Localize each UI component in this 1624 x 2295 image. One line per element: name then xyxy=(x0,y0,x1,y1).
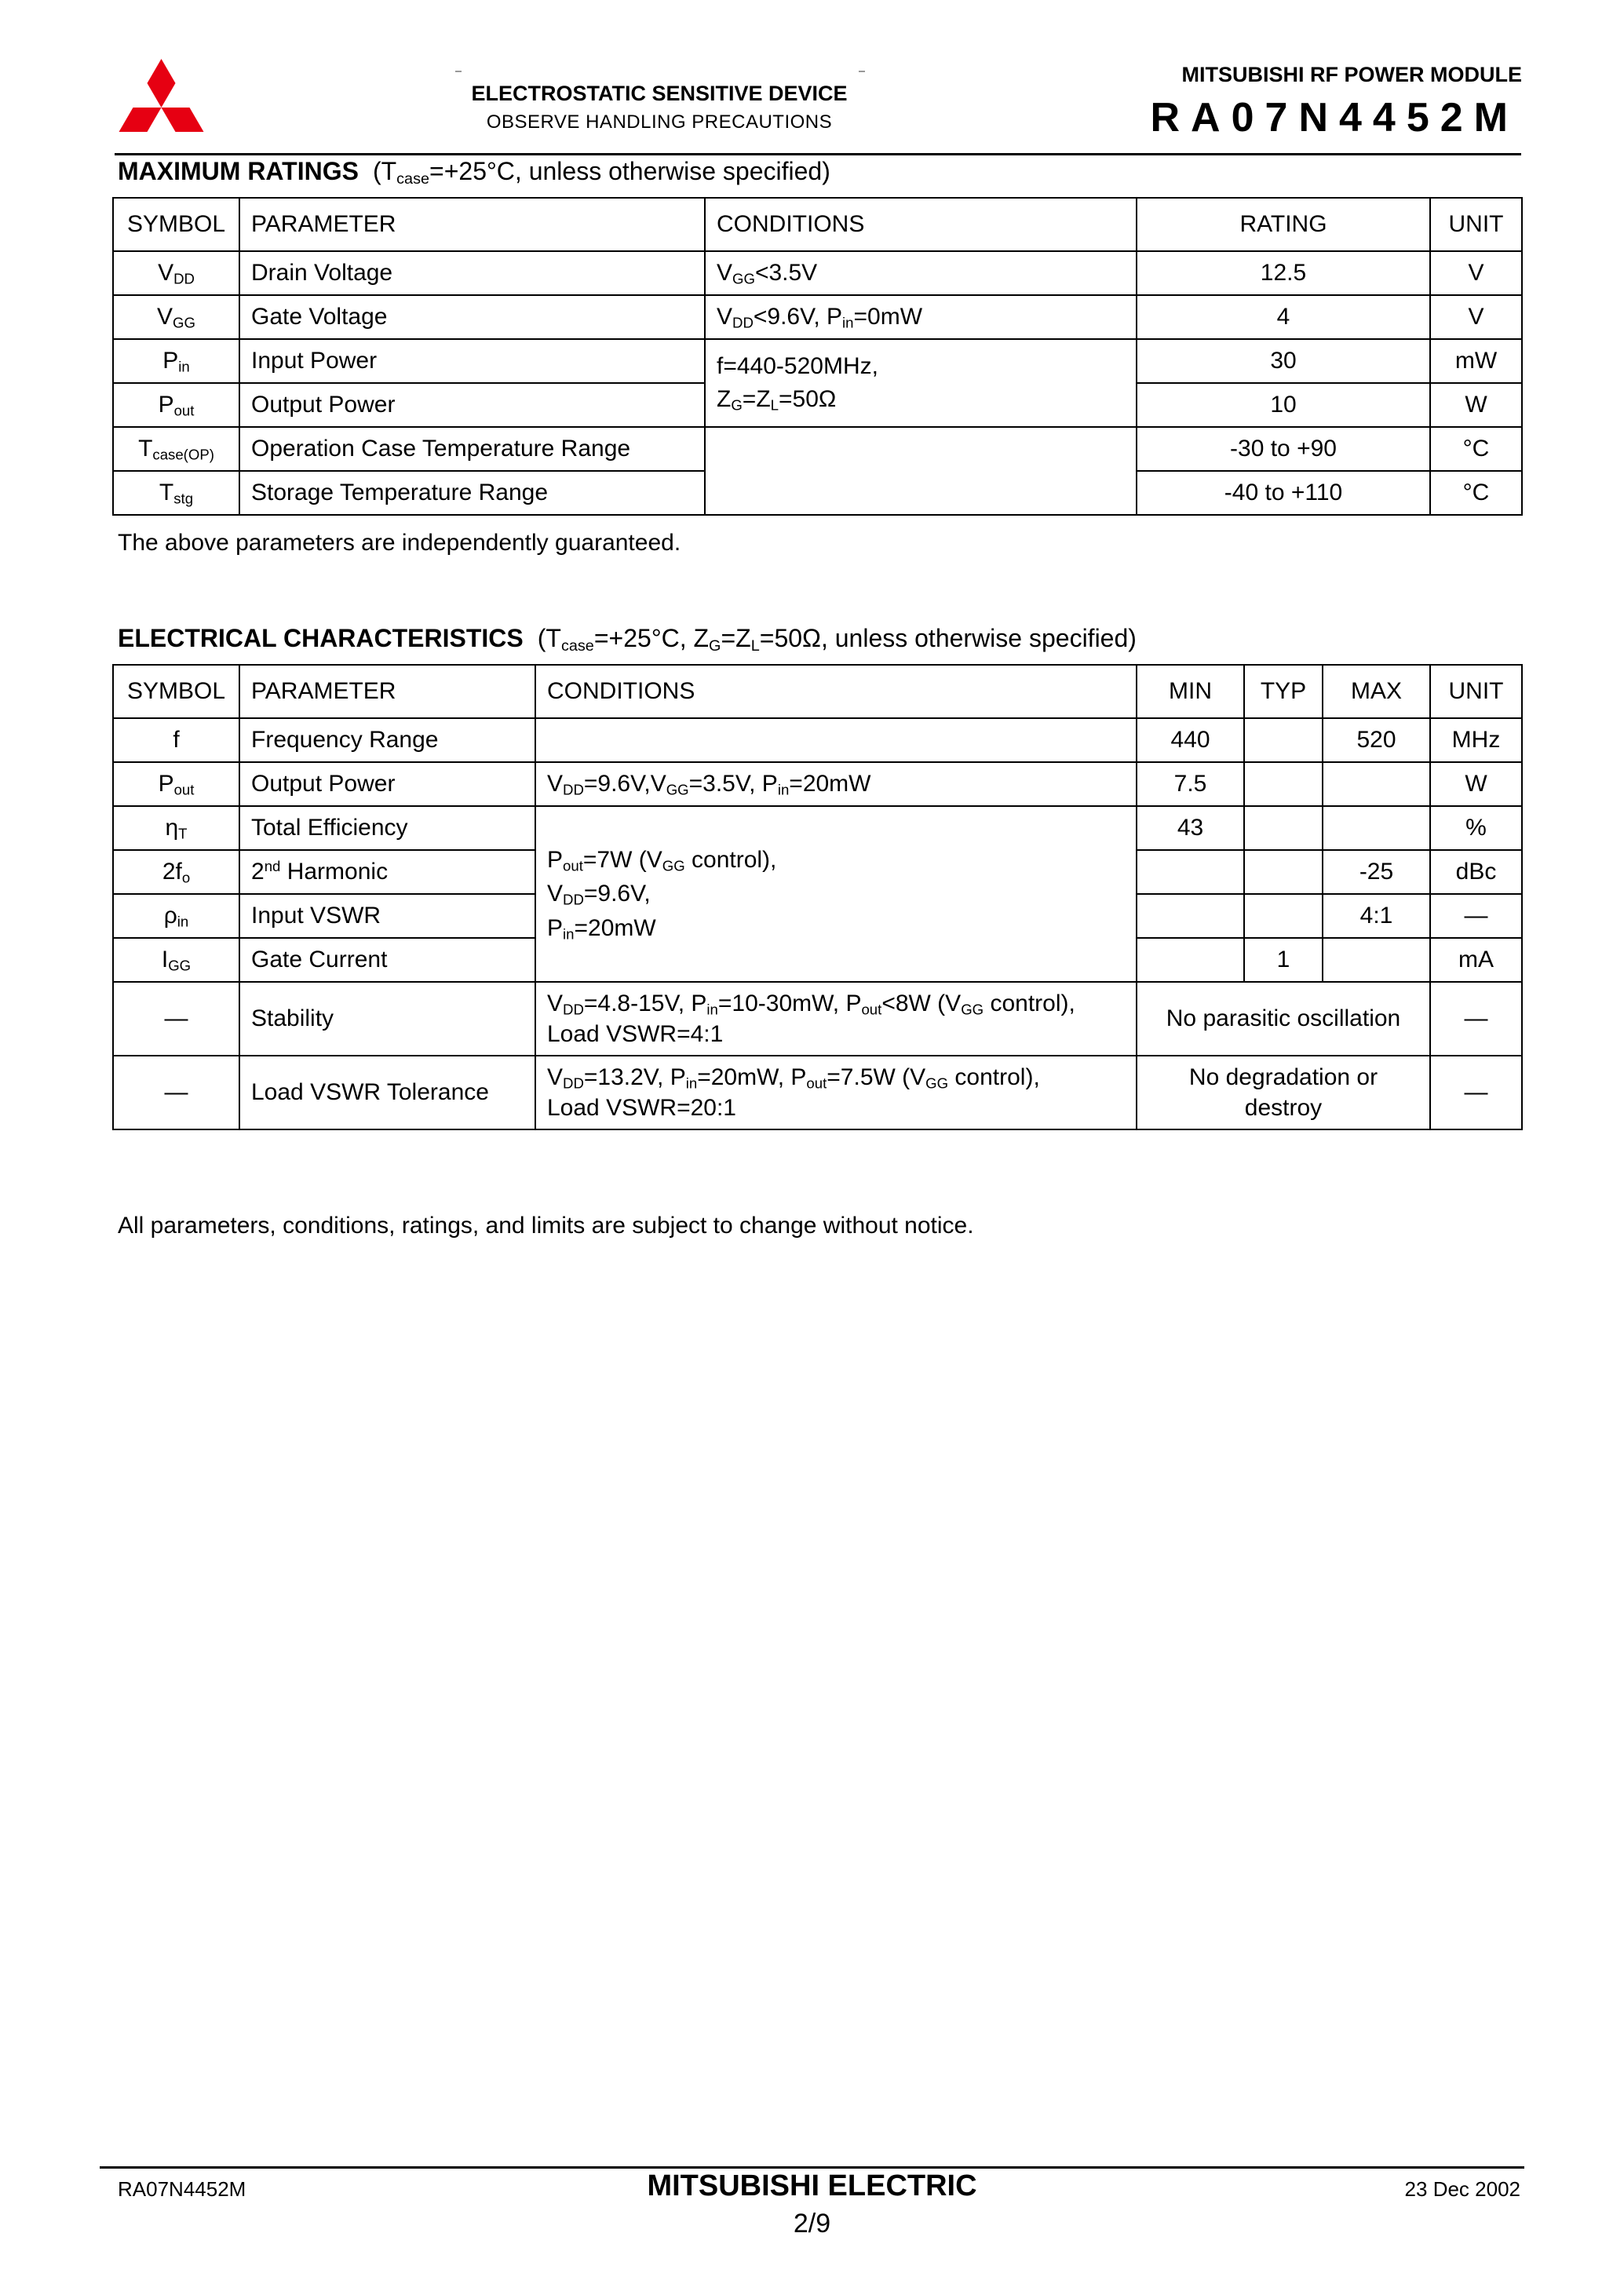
parameter-cell: Gate Current xyxy=(239,938,535,982)
header-cell: TYP xyxy=(1244,665,1323,718)
shared-conditions-cell xyxy=(535,806,1137,982)
unit-cell: MHz xyxy=(1430,718,1522,762)
section-title: ELECTRICAL CHARACTERISTICS xyxy=(118,624,524,652)
symbol-cell: $\eta_T$ xyxy=(113,806,239,850)
unit-cell: W xyxy=(1430,383,1522,427)
result-cell xyxy=(1137,1056,1430,1129)
rating-cell: 12.5 xyxy=(1137,251,1430,295)
typ-cell xyxy=(1244,894,1323,938)
result-line: No degradation or xyxy=(1188,1064,1378,1090)
parameter-cell: Output Power xyxy=(239,383,705,427)
table-row xyxy=(113,427,1522,471)
rating-cell: 30 xyxy=(1137,339,1430,383)
unit-cell: °C xyxy=(1430,471,1522,515)
table-row xyxy=(113,295,1522,339)
symbol-cell: $2f_o$ xyxy=(113,850,239,894)
unit-cell: dBc xyxy=(1430,850,1522,894)
rating-cell: 4 xyxy=(1137,295,1430,339)
result-line: destroy xyxy=(1244,1095,1323,1121)
header-cell: PARAMETER xyxy=(239,665,535,718)
symbol-cell: $P_{out}$ xyxy=(113,762,239,806)
parameter-cell: Input Power xyxy=(239,339,705,383)
parameter-cell: Load VSWR Tolerance xyxy=(239,1056,535,1129)
header-cell: SYMBOL xyxy=(113,665,239,718)
header-cell: MAX xyxy=(1323,665,1430,718)
header-cell: CONDITIONS xyxy=(535,665,1137,718)
typ-cell xyxy=(1244,762,1323,806)
change-notice: All parameters, conditions, ratings, and limits are subject to change without notice. xyxy=(118,1213,974,1239)
brand-line: MITSUBISHI RF POWER MODULE xyxy=(1181,63,1522,86)
condition-line: $V_{DD}=9.6V$, xyxy=(547,881,651,908)
unit-cell: V xyxy=(1430,251,1522,295)
min-cell: 7.5 xyxy=(1137,762,1244,806)
parameter-cell: Frequency Range xyxy=(239,718,535,762)
typ-cell xyxy=(1244,718,1323,762)
unit-cell: V xyxy=(1430,295,1522,339)
part-number: RA07N4452M xyxy=(1150,95,1519,140)
shared-conditions-cell xyxy=(705,339,1137,427)
header-cell: UNIT xyxy=(1430,198,1522,251)
min-cell: 43 xyxy=(1137,806,1244,850)
table-header-row xyxy=(113,198,1522,251)
symbol-cell: $\rho_{in}$ xyxy=(113,894,239,938)
unit-cell: mA xyxy=(1430,938,1522,982)
table-row xyxy=(113,339,1522,383)
table-row xyxy=(113,1056,1522,1129)
esd-subtitle: OBSERVE HANDLING PRECAUTIONS xyxy=(486,111,833,133)
conditions-cell: $V_{DD}=9.6V,V_{GG}=3.5V$, $P_{in}=20mW$ xyxy=(535,762,1137,806)
unit-cell: °C xyxy=(1430,427,1522,471)
min-cell: 440 xyxy=(1137,718,1244,762)
header-cell: UNIT xyxy=(1430,665,1522,718)
parameter-cell: Input VSWR xyxy=(239,894,535,938)
min-cell xyxy=(1137,850,1244,894)
symbol-cell: $V_{GG}$ xyxy=(113,295,239,339)
unit-cell: — xyxy=(1430,894,1522,938)
header-cell: PARAMETER xyxy=(239,198,705,251)
section-condition: ($T_{case}=+25^\circ C$, unless otherwise specified) xyxy=(372,157,830,188)
symbol-cell: $P_{out}$ xyxy=(113,383,239,427)
condition-line: $P_{in}=20mW$ xyxy=(547,914,656,943)
conditions-cell-empty xyxy=(535,718,1137,762)
mitsubishi-logo-icon xyxy=(112,59,210,144)
page-number: 2/9 xyxy=(793,2209,831,2238)
typ-cell xyxy=(1244,806,1323,850)
symbol-cell: $P_{in}$ xyxy=(113,339,239,383)
parameter-cell: Gate Voltage xyxy=(239,295,705,339)
esd-title: ELECTROSTATIC SENSITIVE DEVICE xyxy=(471,82,848,105)
typ-cell: 1 xyxy=(1244,938,1323,982)
table-row xyxy=(113,718,1522,762)
conditions-cell-empty xyxy=(705,427,1137,515)
table-header-row xyxy=(113,665,1522,718)
condition-line: $Z_G=Z_L=50\Omega$ xyxy=(717,386,837,414)
max-cell: 520 xyxy=(1323,718,1430,762)
header-cell: CONDITIONS xyxy=(705,198,1137,251)
unit-cell: W xyxy=(1430,762,1522,806)
header-rule xyxy=(115,153,1521,155)
symbol-cell: $I_{GG}$ xyxy=(113,938,239,982)
footer-date: 23 Dec 2002 xyxy=(1404,2177,1520,2201)
symbol-cell: $V_{DD}$ xyxy=(113,251,239,295)
section-title: MAXIMUM RATINGS xyxy=(118,157,359,185)
max-cell: 4:1 xyxy=(1323,894,1430,938)
parameter-cell: Stability xyxy=(239,982,535,1056)
table-row xyxy=(113,762,1522,806)
condition-line: Load VSWR=4:1 xyxy=(547,1021,724,1047)
min-cell xyxy=(1137,894,1244,938)
footer-rule xyxy=(100,2166,1524,2169)
conditions-cell: $V_{GG}<3.5V$ xyxy=(705,251,1137,295)
electrical-heading xyxy=(118,624,1137,653)
max-ratings-heading xyxy=(118,157,830,186)
parameter-cell: Total Efficiency xyxy=(239,806,535,850)
rating-cell: 10 xyxy=(1137,383,1430,427)
parameter-cell: 2nd Harmonic xyxy=(239,850,535,894)
table-row xyxy=(113,982,1522,1056)
parameter-cell: Operation Case Temperature Range xyxy=(239,427,705,471)
symbol-cell: $T_{stg}$ xyxy=(113,471,239,515)
electrical-characteristics-table xyxy=(112,664,1523,1130)
header-cell: MIN xyxy=(1137,665,1244,718)
condition-line: $V_{DD}=4.8-15V$, $P_{in}=10-30mW$, $P_{out}<8W$ ($V_{GG}$ control), xyxy=(547,991,1075,1018)
rating-cell: -40 to +110 xyxy=(1137,471,1430,515)
max-cell: -25 xyxy=(1323,850,1430,894)
max-cell xyxy=(1323,938,1430,982)
max-ratings-table xyxy=(112,197,1523,516)
conditions-cell: $V_{DD}<9.6V$, $P_{in}=0mW$ xyxy=(705,295,1137,339)
parameter-cell: Output Power xyxy=(239,762,535,806)
unit-cell: % xyxy=(1430,806,1522,850)
max-cell xyxy=(1323,762,1430,806)
condition-line: $V_{DD}=13.2V$, $P_{in}=20mW$, $P_{out}=7.5W$ ($V_{GG}$ control), xyxy=(547,1064,1040,1092)
section-condition: ($T_{case}=+25^\circ C$, $Z_G=Z_L=50\Omega$, unless otherwise specified) xyxy=(537,624,1137,655)
table-row xyxy=(113,251,1522,295)
header-cell: SYMBOL xyxy=(113,198,239,251)
table-row xyxy=(113,806,1522,850)
symbol-cell: f xyxy=(113,718,239,762)
max-ratings-note: The above parameters are independently guaranteed. xyxy=(118,530,681,556)
result-cell: No parasitic oscillation xyxy=(1137,982,1430,1056)
symbol-cell: — xyxy=(113,1056,239,1129)
unit-cell: — xyxy=(1430,982,1522,1056)
symbol-cell: — xyxy=(113,982,239,1056)
condition-line: f=440-520MHz, xyxy=(717,353,878,379)
esd-decoration xyxy=(455,71,462,72)
footer-part-number: RA07N4452M xyxy=(118,2177,246,2201)
unit-cell: — xyxy=(1430,1056,1522,1129)
footer-brand: MITSUBISHI ELECTRIC xyxy=(647,2169,977,2202)
rating-cell: -30 to +90 xyxy=(1137,427,1430,471)
symbol-cell: $T_{case(OP)}$ xyxy=(113,427,239,471)
max-cell xyxy=(1323,806,1430,850)
condition-line: $P_{out}=7W$ ($V_{GG}$ control), xyxy=(547,846,777,874)
min-cell xyxy=(1137,938,1244,982)
conditions-cell xyxy=(535,982,1137,1056)
unit-cell: mW xyxy=(1430,339,1522,383)
parameter-cell: Storage Temperature Range xyxy=(239,471,705,515)
condition-line: Load VSWR=20:1 xyxy=(547,1095,736,1121)
esd-decoration xyxy=(859,71,865,72)
conditions-cell xyxy=(535,1056,1137,1129)
typ-cell xyxy=(1244,850,1323,894)
header-cell: RATING xyxy=(1137,198,1430,251)
parameter-cell: Drain Voltage xyxy=(239,251,705,295)
